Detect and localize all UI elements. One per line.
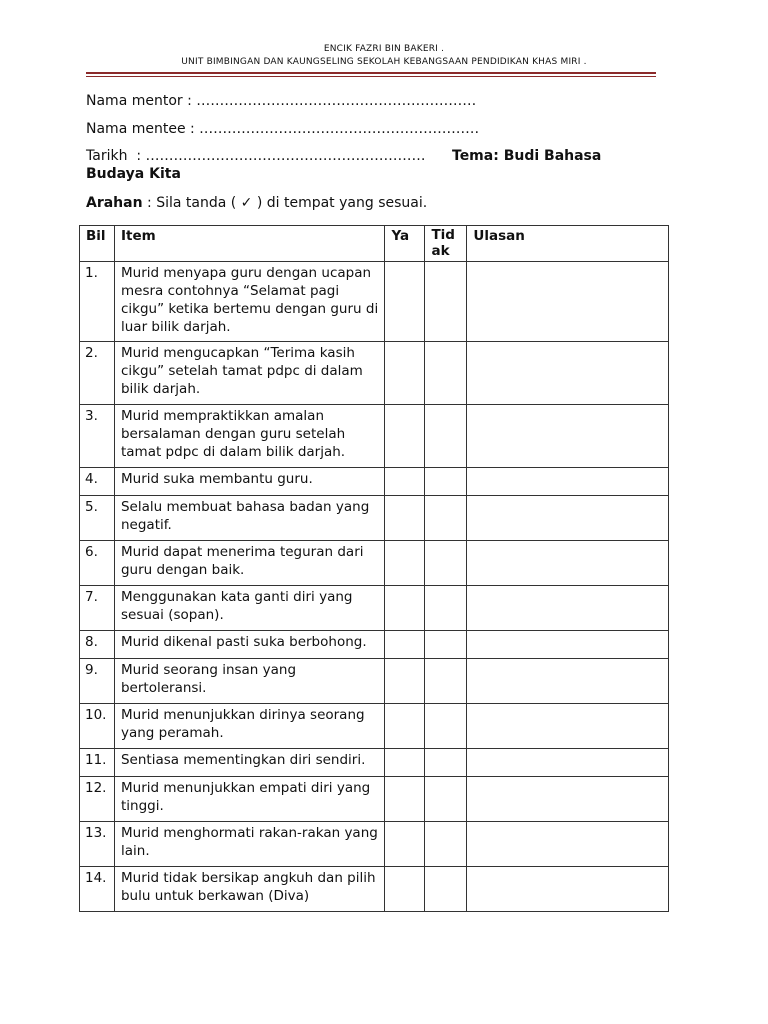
tidak-check-cell[interactable] xyxy=(425,541,467,586)
row-item-text: Murid seorang insan yang bertoleransi. xyxy=(114,659,385,704)
theme-title-continued: Budaya Kita xyxy=(86,166,181,182)
col-header-tidak: Tid ak xyxy=(425,226,467,262)
row-number: 5. xyxy=(80,496,115,541)
mentee-field: Nama mentee : …………………………………………………… xyxy=(86,121,480,137)
row-item-text: Murid dapat menerima teguran dari guru dengan baik. xyxy=(114,541,385,586)
row-number: 7. xyxy=(80,586,115,631)
row-item-text: Murid mengucapkan “Terima kasih cikgu” setelah tamat pdpc di dalam bilik darjah. xyxy=(114,342,385,405)
table-row xyxy=(80,405,669,468)
tidak-check-cell[interactable] xyxy=(425,749,467,777)
tidak-check-cell[interactable] xyxy=(425,867,467,912)
ulasan-cell[interactable] xyxy=(467,659,669,704)
table-row xyxy=(80,704,669,749)
row-item-text: Sentiasa mementingkan diri sendiri. xyxy=(114,749,385,777)
ya-check-cell[interactable] xyxy=(385,631,425,659)
ya-check-cell[interactable] xyxy=(385,704,425,749)
table-row xyxy=(80,867,669,912)
tidak-check-cell[interactable] xyxy=(425,496,467,541)
instruction xyxy=(86,195,427,211)
tidak-check-cell[interactable] xyxy=(425,405,467,468)
tidak-check-cell[interactable] xyxy=(425,659,467,704)
ya-check-cell[interactable] xyxy=(385,749,425,777)
row-item-text: Selalu membuat bahasa badan yang negatif. xyxy=(114,496,385,541)
table-row xyxy=(80,262,669,342)
row-item-text: Murid tidak bersikap angkuh dan pilih bulu untuk berkawan (Diva) xyxy=(114,867,385,912)
ya-check-cell[interactable] xyxy=(385,496,425,541)
row-item-text: Murid menunjukkan empati diri yang tinggi. xyxy=(114,777,385,822)
table-row xyxy=(80,496,669,541)
table-row xyxy=(80,631,669,659)
theme-title: Tema: Budi Bahasa xyxy=(452,148,602,164)
ulasan-cell[interactable] xyxy=(467,496,669,541)
header-line-1: ENCIK FAZRI BIN BAKERI . xyxy=(323,44,445,54)
row-item-text: Murid menyapa guru dengan ucapan mesra contohnya “Selamat pagi cikgu” ketika bertemu dengan guru di luar bilik darjah. xyxy=(114,262,385,342)
row-item-text: Menggunakan kata ganti diri yang sesuai (sopan). xyxy=(114,586,385,631)
ya-check-cell[interactable] xyxy=(385,867,425,912)
row-number: 10. xyxy=(80,704,115,749)
row-number: 4. xyxy=(80,468,115,496)
ulasan-cell[interactable] xyxy=(467,867,669,912)
instruction-label: Arahan xyxy=(86,195,143,211)
row-number: 3. xyxy=(80,405,115,468)
ya-check-cell[interactable] xyxy=(385,262,425,342)
row-item-text: Murid menghormati rakan-rakan yang lain. xyxy=(114,822,385,867)
row-number: 1. xyxy=(80,262,115,342)
table-row xyxy=(80,749,669,777)
ya-check-cell[interactable] xyxy=(385,659,425,704)
date-field: Tarikh : …………………………………………………… xyxy=(86,148,426,164)
row-number: 8. xyxy=(80,631,115,659)
row-number: 13. xyxy=(80,822,115,867)
row-number: 2. xyxy=(80,342,115,405)
row-number: 11. xyxy=(80,749,115,777)
col-header-bil: Bil xyxy=(80,226,115,262)
ya-check-cell[interactable] xyxy=(385,822,425,867)
ulasan-cell[interactable] xyxy=(467,405,669,468)
row-item-text: Murid mempraktikkan amalan bersalaman dengan guru setelah tamat pdpc di dalam bilik darjah. xyxy=(114,405,385,468)
ulasan-cell[interactable] xyxy=(467,342,669,405)
ya-check-cell[interactable] xyxy=(385,405,425,468)
table-row xyxy=(80,777,669,822)
ulasan-cell[interactable] xyxy=(467,586,669,631)
ulasan-cell[interactable] xyxy=(467,541,669,586)
col-header-ulasan: Ulasan xyxy=(467,226,669,262)
instruction-text: : Sila tanda ( ✓ ) di tempat yang sesuai. xyxy=(142,195,428,211)
ya-check-cell[interactable] xyxy=(385,541,425,586)
ulasan-cell[interactable] xyxy=(467,749,669,777)
mentor-field: Nama mentor : …………………………………………………… xyxy=(86,93,477,109)
ulasan-cell[interactable] xyxy=(467,468,669,496)
ulasan-cell[interactable] xyxy=(467,777,669,822)
checklist-table xyxy=(79,225,669,912)
table-row xyxy=(80,541,669,586)
row-item-text: Murid suka membantu guru. xyxy=(114,468,385,496)
row-number: 6. xyxy=(80,541,115,586)
ya-check-cell[interactable] xyxy=(385,342,425,405)
tidak-check-cell[interactable] xyxy=(425,468,467,496)
tidak-check-cell[interactable] xyxy=(425,704,467,749)
table-row xyxy=(80,342,669,405)
header-divider-top xyxy=(86,72,656,74)
col-header-ya: Ya xyxy=(385,226,425,262)
ulasan-cell[interactable] xyxy=(467,822,669,867)
tidak-check-cell[interactable] xyxy=(425,822,467,867)
header-divider-bottom xyxy=(86,76,656,77)
tidak-check-cell[interactable] xyxy=(425,586,467,631)
header-line-2: UNIT BIMBINGAN DAN KAUNGSELING SEKOLAH KEBANGSAAN PENDIDIKAN KHAS MIRI . xyxy=(181,57,587,67)
ulasan-cell[interactable] xyxy=(467,631,669,659)
ya-check-cell[interactable] xyxy=(385,586,425,631)
row-item-text: Murid menunjukkan dirinya seorang yang peramah. xyxy=(114,704,385,749)
row-item-text: Murid dikenal pasti suka berbohong. xyxy=(114,631,385,659)
tidak-check-cell[interactable] xyxy=(425,262,467,342)
tidak-check-cell[interactable] xyxy=(425,631,467,659)
table-row xyxy=(80,822,669,867)
tidak-check-cell[interactable] xyxy=(425,777,467,822)
table-row xyxy=(80,586,669,631)
tidak-check-cell[interactable] xyxy=(425,342,467,405)
table-row xyxy=(80,468,669,496)
ulasan-cell[interactable] xyxy=(467,262,669,342)
ya-check-cell[interactable] xyxy=(385,777,425,822)
row-number: 9. xyxy=(80,659,115,704)
row-number: 12. xyxy=(80,777,115,822)
ya-check-cell[interactable] xyxy=(385,468,425,496)
ulasan-cell[interactable] xyxy=(467,704,669,749)
table-header-row xyxy=(80,226,669,262)
table-row xyxy=(80,659,669,704)
col-header-item: Item xyxy=(114,226,385,262)
row-number: 14. xyxy=(80,867,115,912)
